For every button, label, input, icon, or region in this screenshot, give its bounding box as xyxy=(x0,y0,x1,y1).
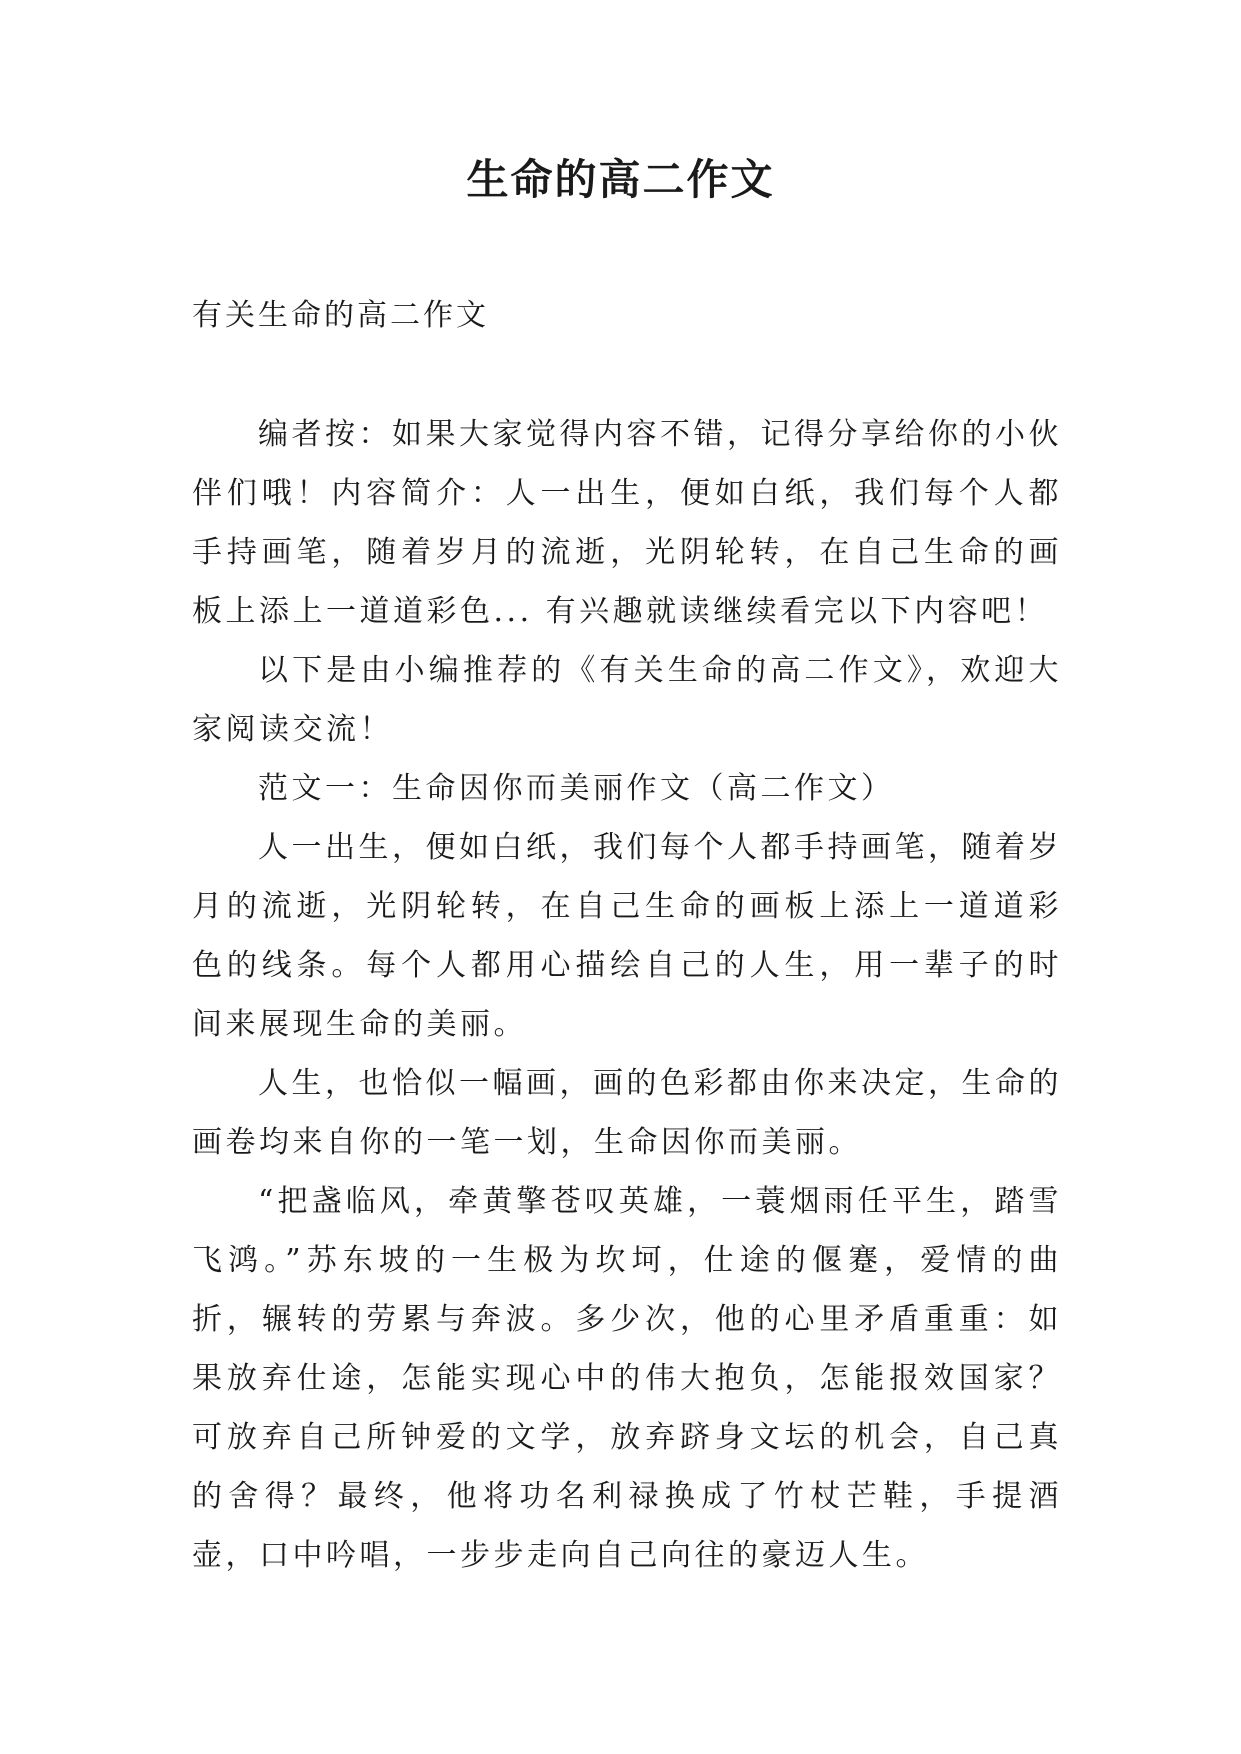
paragraph-body-1: 人一出生，便如白纸，我们每个人都手持画笔，随着岁月的流逝，光阴轮转，在自己生命的画板上添上一道道彩色的线条。每个人都用心描绘自己的人生，用一辈子的时间来展现生命的美丽。 xyxy=(192,830,1062,1042)
paragraph-editor-note: 编者按：如果大家觉得内容不错，记得分享给你的小伙伴们哦！内容简介：人一出生，便如白纸，我们每个人都手持画笔，随着岁月的流逝，光阴轮转，在自己生命的画板上添上一道道彩色... 有兴趣就读继续看完以下内容吧！ xyxy=(192,417,1062,629)
document-subtitle: 有关生命的高二作文 xyxy=(192,298,489,333)
paragraph-intro: 以下是由小编推荐的《有关生命的高二作文》，欢迎大家阅读交流！ xyxy=(192,653,1062,747)
document-title: 生命的高二作文 xyxy=(466,155,775,204)
paragraph-body-3: “把盏临风，牵黄擎苍叹英雄，一蓑烟雨任平生，踏雪飞鸿。”苏东坡的一生极为坎坷，仕途的偃蹇，爱情的曲折，辗转的劳累与奔波。多少次，他的心里矛盾重重：如果放弃仕途，怎能实现心中的伟大抱负，怎能报效国家？可放弃自己所钟爱的文学，放弃跻身文坛的机会，自己真的舍得？最终，他将功名利禄换成了竹杖芒鞋，手提酒壶，口中吟唱，一步步走向自己向往的豪迈人生。 xyxy=(192,1184,1062,1573)
document-body xyxy=(192,405,1062,1585)
paragraph-sample-heading: 范文一：生命因你而美丽作文（高二作文） xyxy=(258,771,895,806)
paragraph-body-2: 人生，也恰似一幅画，画的色彩都由你来决定，生命的画卷均来自你的一笔一划，生命因你而美丽。 xyxy=(192,1066,1062,1160)
